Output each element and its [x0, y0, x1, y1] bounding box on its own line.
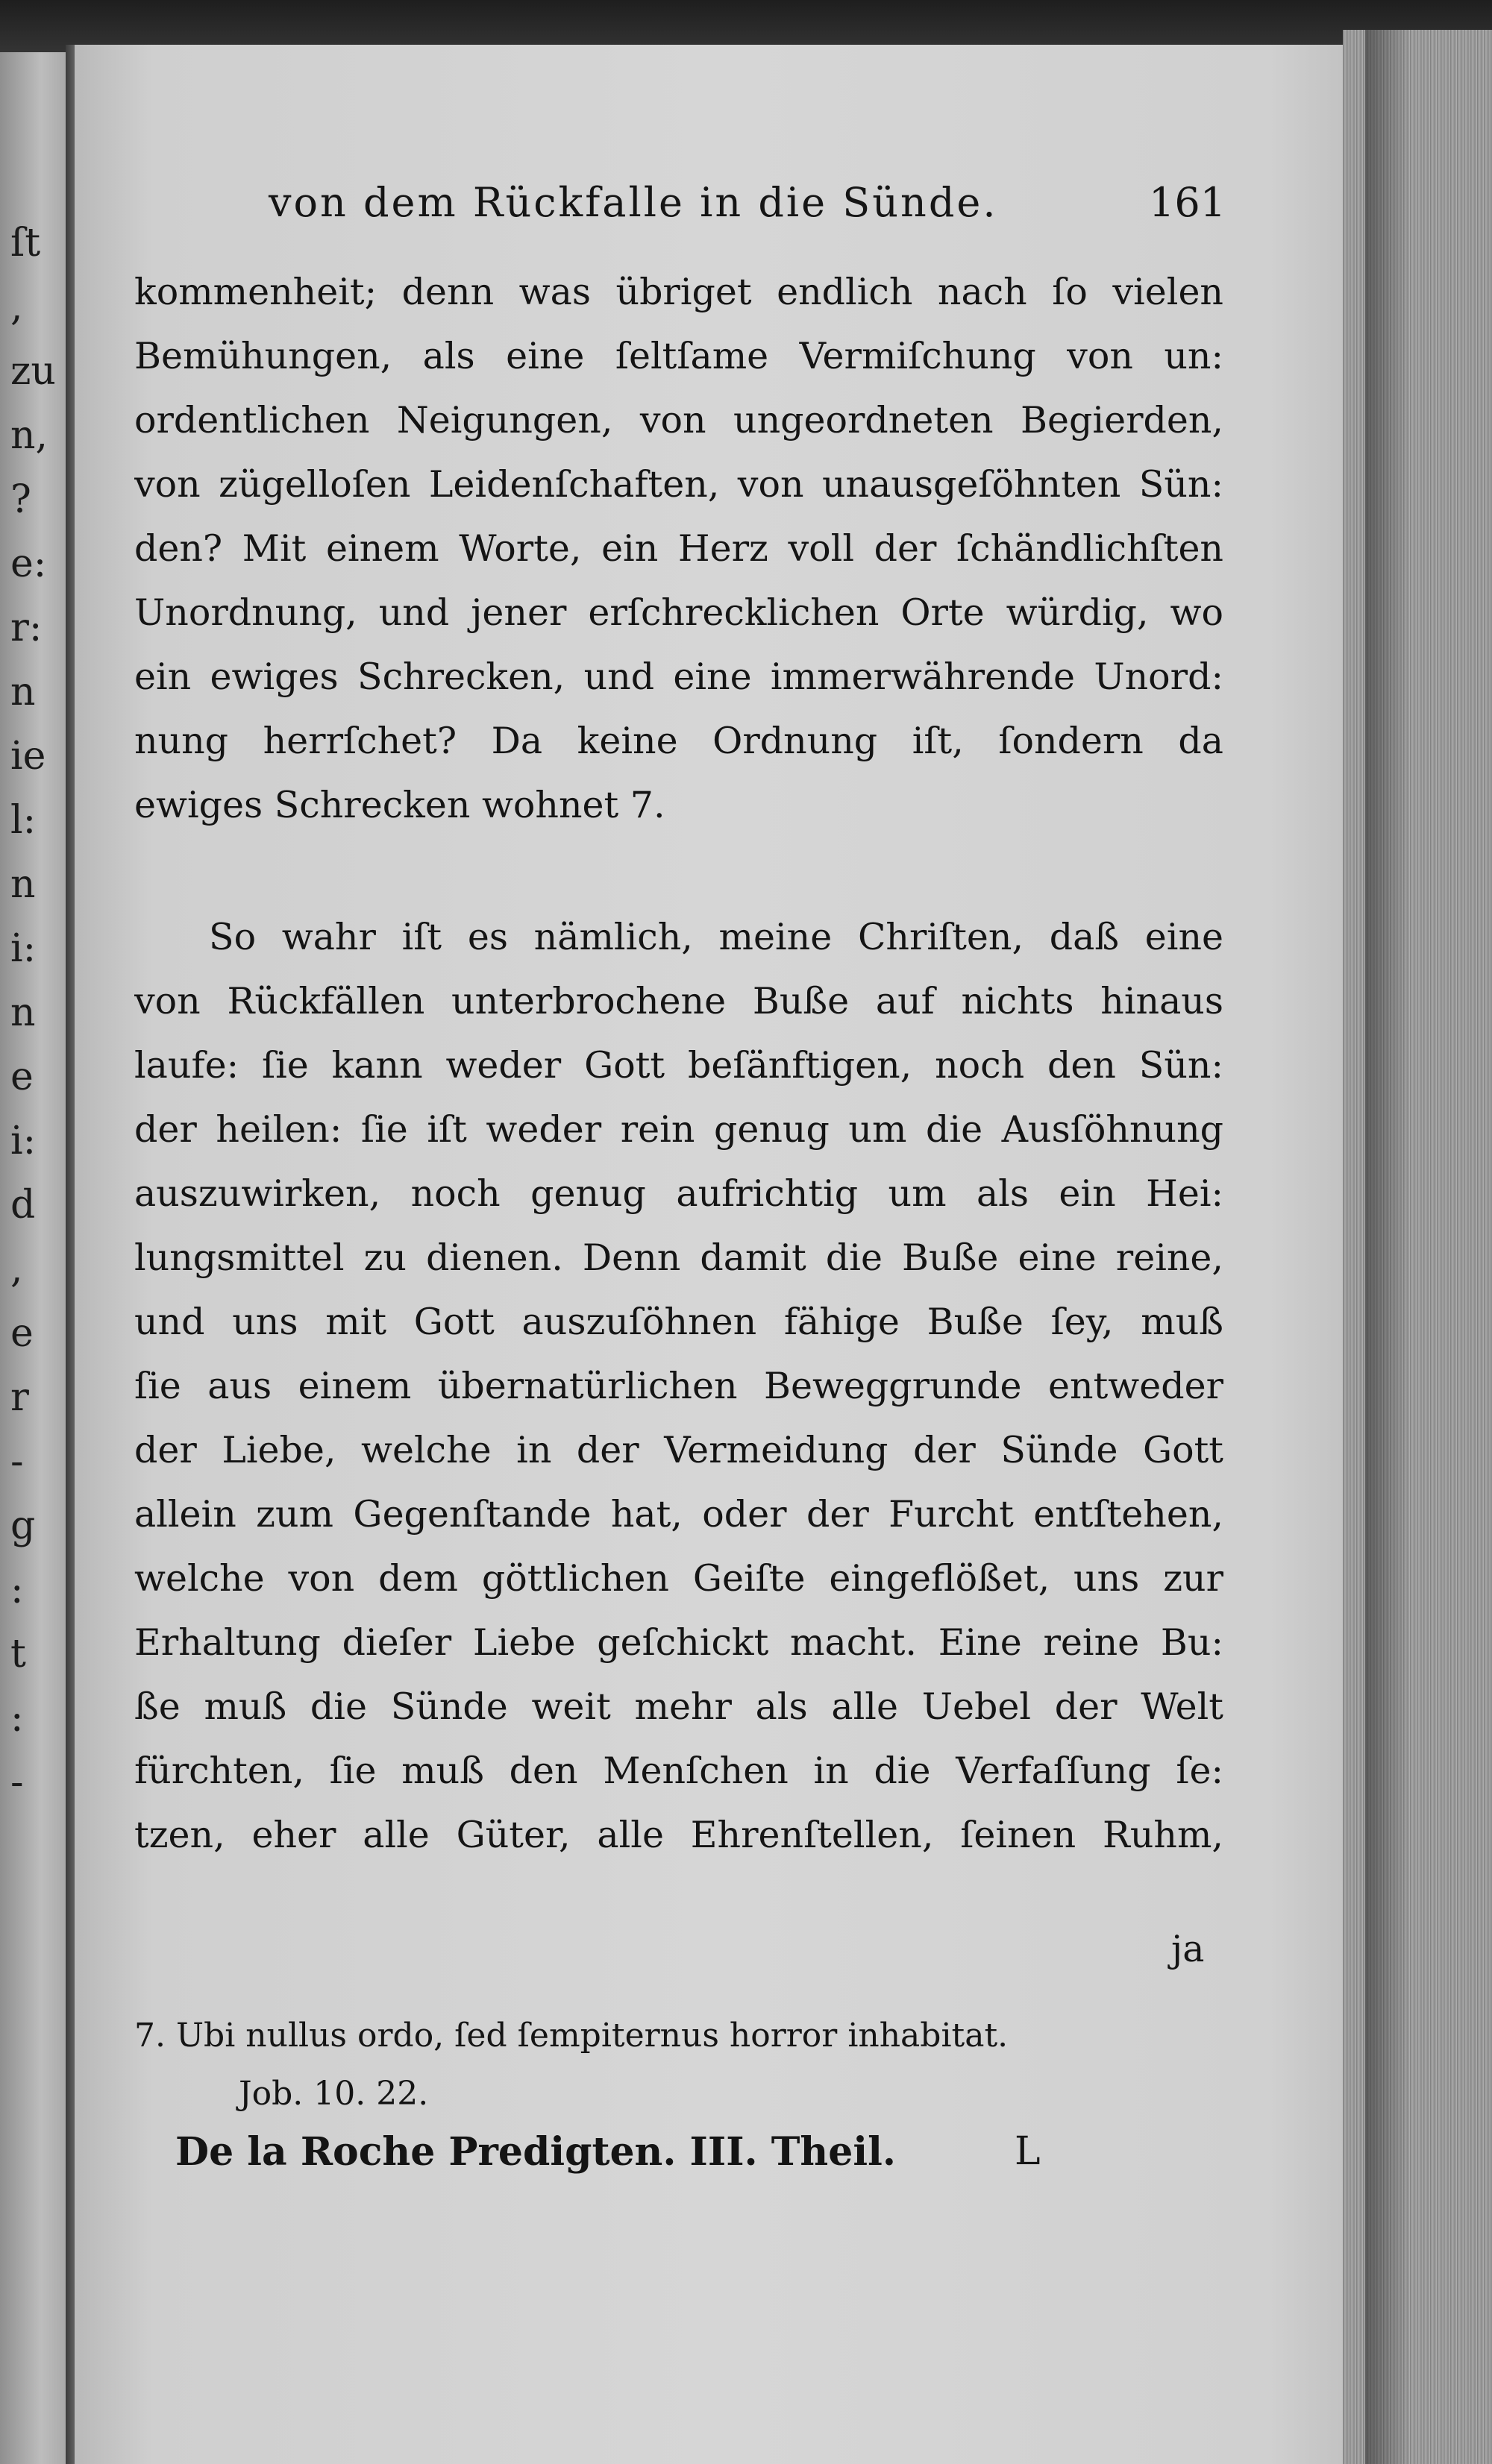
- text-line: der Liebe, welche in der Vermeidung der Sünde Gott: [134, 1429, 1223, 1471]
- text-line: fürchten, ſie muß den Menſchen in die Verfaſſung ſe:: [134, 1750, 1223, 1792]
- previous-page-fragment: n,: [10, 413, 48, 458]
- previous-page-fragment: g: [10, 1503, 36, 1548]
- previous-page-fragment: e: [10, 1055, 34, 1099]
- text-line: von zügelloſen Leidenſchaften, von unausgeſöhnten Sün:: [134, 463, 1223, 506]
- previous-page-fragment: d: [10, 1183, 36, 1228]
- previous-page-fragment: n: [10, 670, 36, 714]
- previous-page-fragment: -: [10, 1760, 24, 1805]
- previous-page-fragment: r: [10, 1375, 29, 1420]
- previous-page-fragment: n: [10, 862, 36, 907]
- text-line: ein ewiges Schrecken, und eine immerwährende Unord:: [134, 656, 1223, 698]
- printer-signature: De la Roche Predigten. III. Theil.: [175, 2129, 896, 2175]
- text-line: der heilen: ſie iſt weder rein genug um die Ausſöhnung: [134, 1108, 1223, 1151]
- text-line: welche von dem göttlichen Geiſte eingeflößet, uns zur: [134, 1557, 1223, 1600]
- text-line: kommenheit; denn was übriget endlich nach ſo vielen: [134, 271, 1223, 313]
- previous-page-fragment: :: [10, 1568, 24, 1612]
- signature-mark: L: [1015, 2129, 1041, 2174]
- previous-page-fragment: ſt: [10, 221, 41, 265]
- page-number: 161: [1149, 179, 1226, 226]
- previous-page-fragment: ,: [10, 1247, 23, 1292]
- text-line: allein zum Gegenſtande hat, oder der Furcht entſtehen,: [134, 1493, 1223, 1536]
- text-line: laufe: ſie kann weder Gott beſänftigen, noch den Sün:: [134, 1044, 1223, 1087]
- text-line: Erhaltung dieſer Liebe geſchickt macht. Eine reine Bu:: [134, 1621, 1223, 1664]
- previous-page-fragment: ?: [10, 477, 31, 522]
- text-line: auszuwirken, noch genug aufrichtig um als ein Hei:: [134, 1172, 1223, 1215]
- previous-page-fragment: r:: [10, 606, 43, 650]
- footnote: 7. Ubi nullus ordo, ſed ſempiternus horror inhabitat.: [134, 2017, 1009, 2055]
- text-line: So wahr iſt es nämlich, meine Chriſten, daß eine: [209, 916, 1223, 958]
- text-line: nung herrſchet? Da keine Ordnung iſt, ſondern da: [134, 720, 1223, 762]
- previous-page-fragment: n: [10, 990, 36, 1035]
- catchword: ja: [1171, 1928, 1205, 1970]
- text-line: ordentlichen Neigungen, von ungeordneten Begierden,: [134, 399, 1223, 441]
- text-line: von Rückfällen unterbrochene Buße auf nichts hinaus: [134, 980, 1223, 1022]
- previous-page-fragment: e:: [10, 541, 47, 586]
- previous-page-fragment: :: [10, 1696, 24, 1741]
- running-title: von dem Rückfalle in die Sünde.: [269, 179, 998, 226]
- previous-page-fragment: ie: [10, 734, 46, 779]
- text-line: lungsmittel zu dienen. Denn damit die Buße eine reine,: [134, 1236, 1223, 1279]
- text-line: tzen, eher alle Güter, alle Ehrenſtellen, ſeinen Ruhm,: [134, 1814, 1223, 1856]
- previous-page-edge: [0, 52, 69, 2464]
- text-line: ſie aus einem übernatürlichen Beweggrunde entweder: [134, 1365, 1223, 1407]
- footnote-reference: Job. 10. 22.: [239, 2075, 429, 2113]
- text-line: ewiges Schrecken wohnet 7.: [134, 784, 665, 826]
- text-line: und uns mit Gott auszuſöhnen fähige Buße ſey, muß: [134, 1301, 1223, 1343]
- previous-page-fragment: i:: [10, 926, 37, 971]
- previous-page-fragment: e: [10, 1311, 34, 1356]
- previous-page-fragment: zu: [10, 349, 56, 394]
- previous-page-fragment: -: [10, 1439, 24, 1484]
- previous-page-fragment: t: [10, 1632, 26, 1676]
- text-line: Bemühungen, als eine ſeltſame Vermiſchung von un:: [134, 335, 1223, 377]
- text-line: den? Mit einem Worte, ein Herz voll der ſchändlichſten: [134, 527, 1223, 570]
- previous-page-fragment: i:: [10, 1119, 37, 1163]
- text-line: Unordnung, und jener erſchrecklichen Orte würdig, wo: [134, 591, 1223, 634]
- previous-page-fragment: ,: [10, 285, 23, 330]
- text-line: ße muß die Sünde weit mehr als alle Uebel der Welt: [134, 1685, 1223, 1728]
- previous-page-fragment: l:: [10, 798, 37, 843]
- page-edges-shadow: [1365, 30, 1410, 2464]
